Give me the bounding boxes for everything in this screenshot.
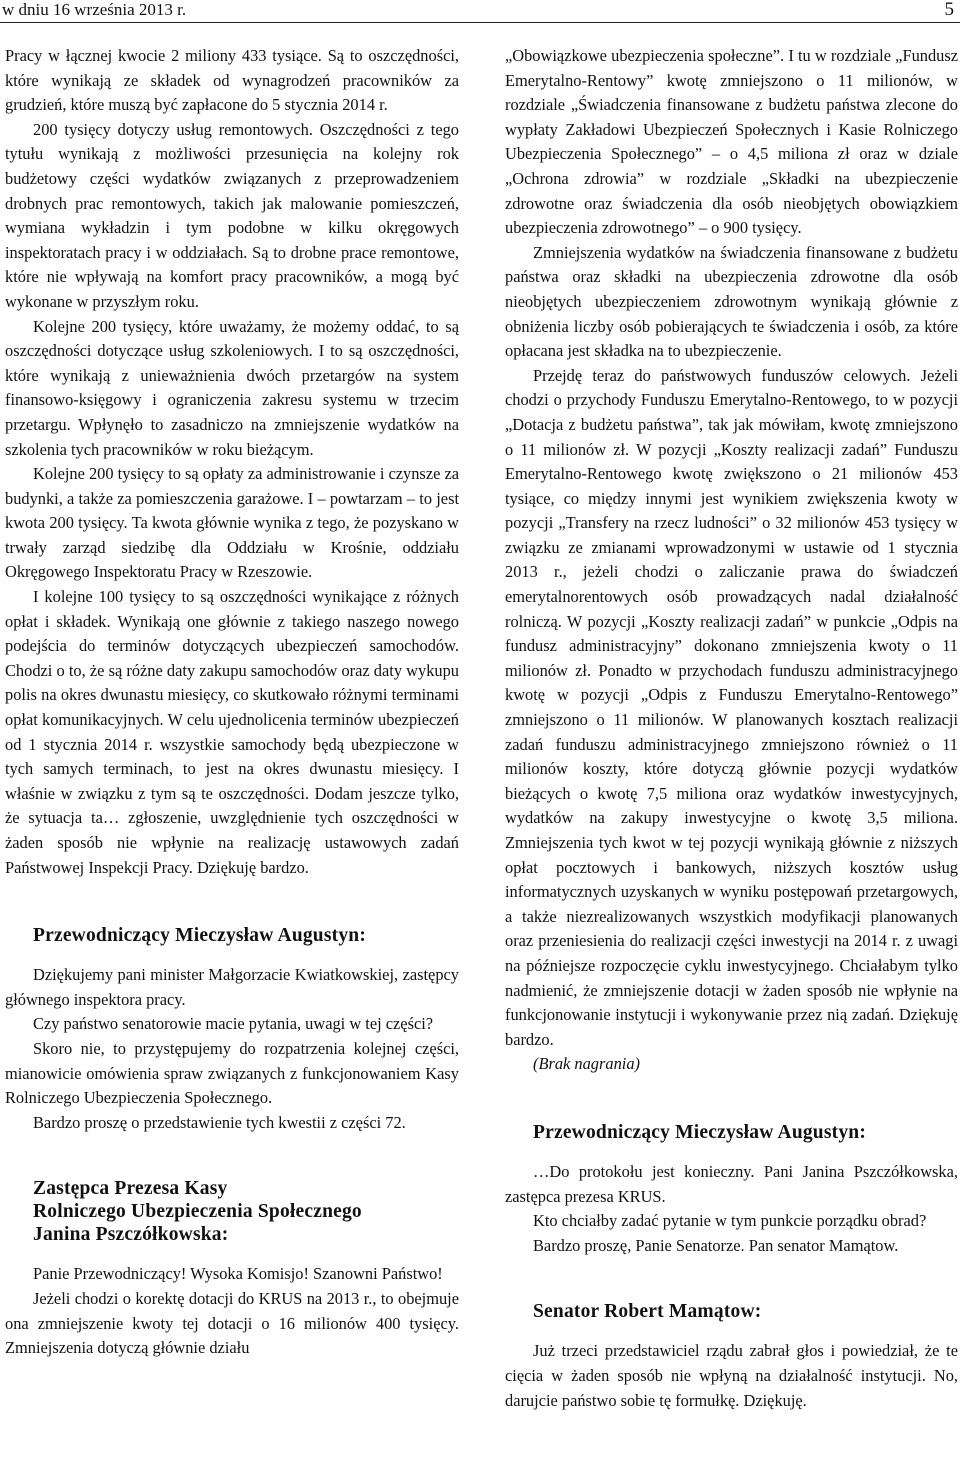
paragraph: Kolejne 200 tysięcy, które uważamy, że możemy oddać, to są oszczędności dotyczące usług szkoleniowych. I to są oszczędności, które wynikają z unieważnienia dwóch przetargów na system finansowo-księgowy i ograniczenia zakresu systemu w trzecim przetargu. Wpłynęło to zasadniczo na zmniejszenie wydatków na szkolenia tych pracowników w roku bieżącym. (5, 316, 459, 459)
paragraph: „Obowiązkowe ubezpieczenia społeczne”. I tu w rozdziale „Fundusz Emerytalno-Rentowy” kwotę zmniejszono o 11 milionów, w rozdziale „Świadczenia finansowane z budżetu państwa zlecone do wypłaty Zakładowi Ubezpieczeń Społecznych i Kasie Rolniczego Ubezpieczenia Społecznego” – o 4,5 miliona zł oraz w dziale „Ochrona zdrowia” w rozdziale „Składki na ubezpieczenie zdrowotne oraz świadczenia dla osób nieobjętych obowiązkiem ubezpieczenia zdrowotnego” – o 900 tysięcy. (505, 46, 958, 238)
speaker-heading-line: Rolniczego Ubezpieczenia Społecznego (33, 1201, 362, 1223)
paragraph: Kolejne 200 tysięcy to są opłaty za administrowanie i czynsze za budynki, a także za pomieszczenia garażowe. I – powtarzam – to jest kwota 200 tysięcy. Ta kwota głównie wynika z tego, że pozyskano w trwały zarząd siedzibę dla Oddziału w Krośnie, oddziału Okręgowego Inspektoratu Pracy w Rzeszowie. (5, 464, 460, 582)
stage-note: (Brak nagrania) (533, 1054, 640, 1074)
paragraph: Czy państwo senatorowie macie pytania, uwagi w tej części? (33, 1014, 434, 1034)
speaker-heading-line: Janina Pszczółkowska: (33, 1224, 229, 1246)
paragraph: 200 tysięcy dotyczy usług remontowych. Oszczędności z tego tytułu wynikają z możliwości przesunięcia na kolejny rok budżetowy części wydatków związanych z przeprowadzeniem drobnych prac remontowych, takich jak malowanie pomieszczeń, wymiana wykładzin i tym podobne w kilku okręgowych inspektoratach pracy i w oddziałach. Są to drobne prace remontowe, które nie wpływają na komfort pracy pracowników, a mogą być wykonane w przyszłym roku. (5, 119, 459, 311)
speaker-heading-line: Zastępca Prezesa Kasy (33, 1178, 228, 1200)
speaker-heading (33, 1177, 459, 1246)
paragraph: Przejdę teraz do państwowych funduszów celowych. Jeżeli chodzi o przychody Funduszu Emerytalno-Rentowego, to w pozycji „Dotacja z budżetu państwa”, tak jak mówiłam, kwotę zmniejszono o 11 milionów zł. W pozycji „Koszty realizacji zadań” Funduszu Emerytalno-Rentowego kwotę zwiększono o 21 milionów 453 tysiące, co między innymi jest wynikiem zwiększenia kwoty w pozycji „Transfery na rzecz ludności” o 32 milionów 453 tysięcy w związku ze zmianami wprowadzonymi w ustawie od 1 stycznia 2013 r., jeżeli chodzi o zaliczanie prawa do świadczeń emerytalnorentowych osób prowadzących nadal działalność rolniczą. W pozycji „Koszty realizacji zadań” w punkcie „Odpis na fundusz administracyjny” dokonano zmniejszenia kwoty o 11 milionów zł. Ponadto w przychodach funduszu administracyjnego kwotę w pozycji „Odpis z Funduszu Emerytalno-Rentowego” zmniejszono o 11 milionów. W planowanych kosztach realizacji zadań funduszu administracyjnego zmniejszono również o 11 milionów koszty, które dotyczą głównie pozycji wydatków bieżących o kwotę 7,5 miliona oraz wydatków inwestycyjnych, wydatków na zakupy inwestycyjne o kwotę 3,5 miliona. Zmniejszenia tych kwot w tej pozycji wynikają głównie z niższych opłat pocztowych i bankowych, niższych kosztów usług informatycznych uzyskanych w wyniku postępowań przetargowych, a także niezrealizowanych wszystkich modyfikacji planowanych oraz przeniesienia do realizacji części inwestycji na 2014 r. z uwagi na późniejsze rozpoczęcie cyklu inwestycyjnego. Chciałabym tylko nadmienić, że zmniejszenie dotacji w żaden sposób nie wpłynie na funkcjonowanie instytucji i wykonywanie przez nią zadań. Dziękuję bardzo. (505, 365, 958, 1049)
right-column (505, 44, 958, 1413)
paragraph: Bardzo proszę, Panie Senatorze. Pan senator Mamątow. (533, 1235, 899, 1255)
paragraph: I kolejne 100 tysięcy to są oszczędności wynikające z różnych opłat i składek. Wynikają one głównie z takiego naszego nowego podejścia do terminów dotyczących ubezpieczeń samochodów. Chodzi o to, że są różne daty zakupu samochodów oraz daty wykupu polis na okres dwunastu miesięcy, co skutkowało różnymi terminami opłat komunikacyjnych. W celu ujednolicenia terminów ubezpieczeń od 1 stycznia 2014 r. wszystkie samochody będą ubezpieczone w tych samych terminach, to jest na okres dwunastu miesięcy. I właśnie w związku z tym są te oszczędności. Dodam jeszcze tylko, że sytuacja ta… zgłoszenie, uwzględnienie tych oszczędności w żaden sposób nie wpłynie na realizację ustawowych zadań Państwowej Inspekcji Pracy. Dziękuję bardzo. (5, 587, 459, 877)
paragraph: Skoro nie, to przystępujemy do rozpatrzenia kolejnej części, mianowicie omówienia spraw związanych z funkcjonowaniem Kasy Rolniczego Ubezpieczenia Społecznego. (5, 1038, 459, 1108)
paragraph: Panie Przewodniczący! Wysoka Komisjo! Szanowni Państwo! (33, 1264, 443, 1284)
speaker-heading: Przewodniczący Mieczysław Augustyn: (533, 1121, 867, 1143)
page-number: 5 (944, 0, 954, 20)
paragraph: Kto chciałby zadać pytanie w tym punkcie porządku obrad? (533, 1211, 927, 1231)
speaker-heading: Przewodniczący Mieczysław Augustyn: (33, 925, 367, 947)
paragraph: Jeżeli chodzi o korektę dotacji do KRUS na 2013 r., to obejmuje ona zmniejszenie kwoty tej dotacji o 16 milionów 400 tysięcy. Zmniejszenia dotyczą głównie działu (5, 1288, 459, 1358)
paragraph: …Do protokołu jest konieczny. Pani Janina Pszczółkowska, zastępca prezesa KRUS. (505, 1161, 958, 1206)
paragraph: Już trzeci przedstawiciel rządu zabrał głos i powiedział, że te cięcia w żaden sposób nie wpłyną na działalność instytucji. No, darujcie państwo sobie tę formułkę. Dziękuję. (505, 1341, 958, 1410)
paragraph: Pracy w łącznej kwocie 2 miliony 433 tysiące. Są to oszczędności, które wynikają ze składek od wynagrodzeń pracowników za grudzień, które muszą być zapłacone do 5 stycznia 2014 r. (5, 46, 459, 115)
paragraph: Dziękujemy pani minister Małgorzacie Kwiatkowskiej, zastępcy głównego inspektora pracy. (5, 965, 459, 1009)
page-header (0, 0, 960, 23)
left-column (5, 44, 459, 1361)
paragraph: Zmniejszenia wydatków na świadczenia finansowane z budżetu państwa oraz składki na ubezpieczenia zdrowotne dla osób nieobjętych ubezpieczeniem zdrowotnym wynikają głównie z obniżenia liczby osób pobierających te świadczenia i osób, za które opłacana jest składka na to ubezpieczenie. (505, 242, 958, 361)
speaker-heading: Senator Robert Mamątow: (533, 1301, 762, 1323)
header-date: w dniu 16 września 2013 r. (2, 0, 187, 19)
paragraph: Bardzo proszę o przedstawienie tych kwestii z części 72. (33, 1112, 406, 1132)
